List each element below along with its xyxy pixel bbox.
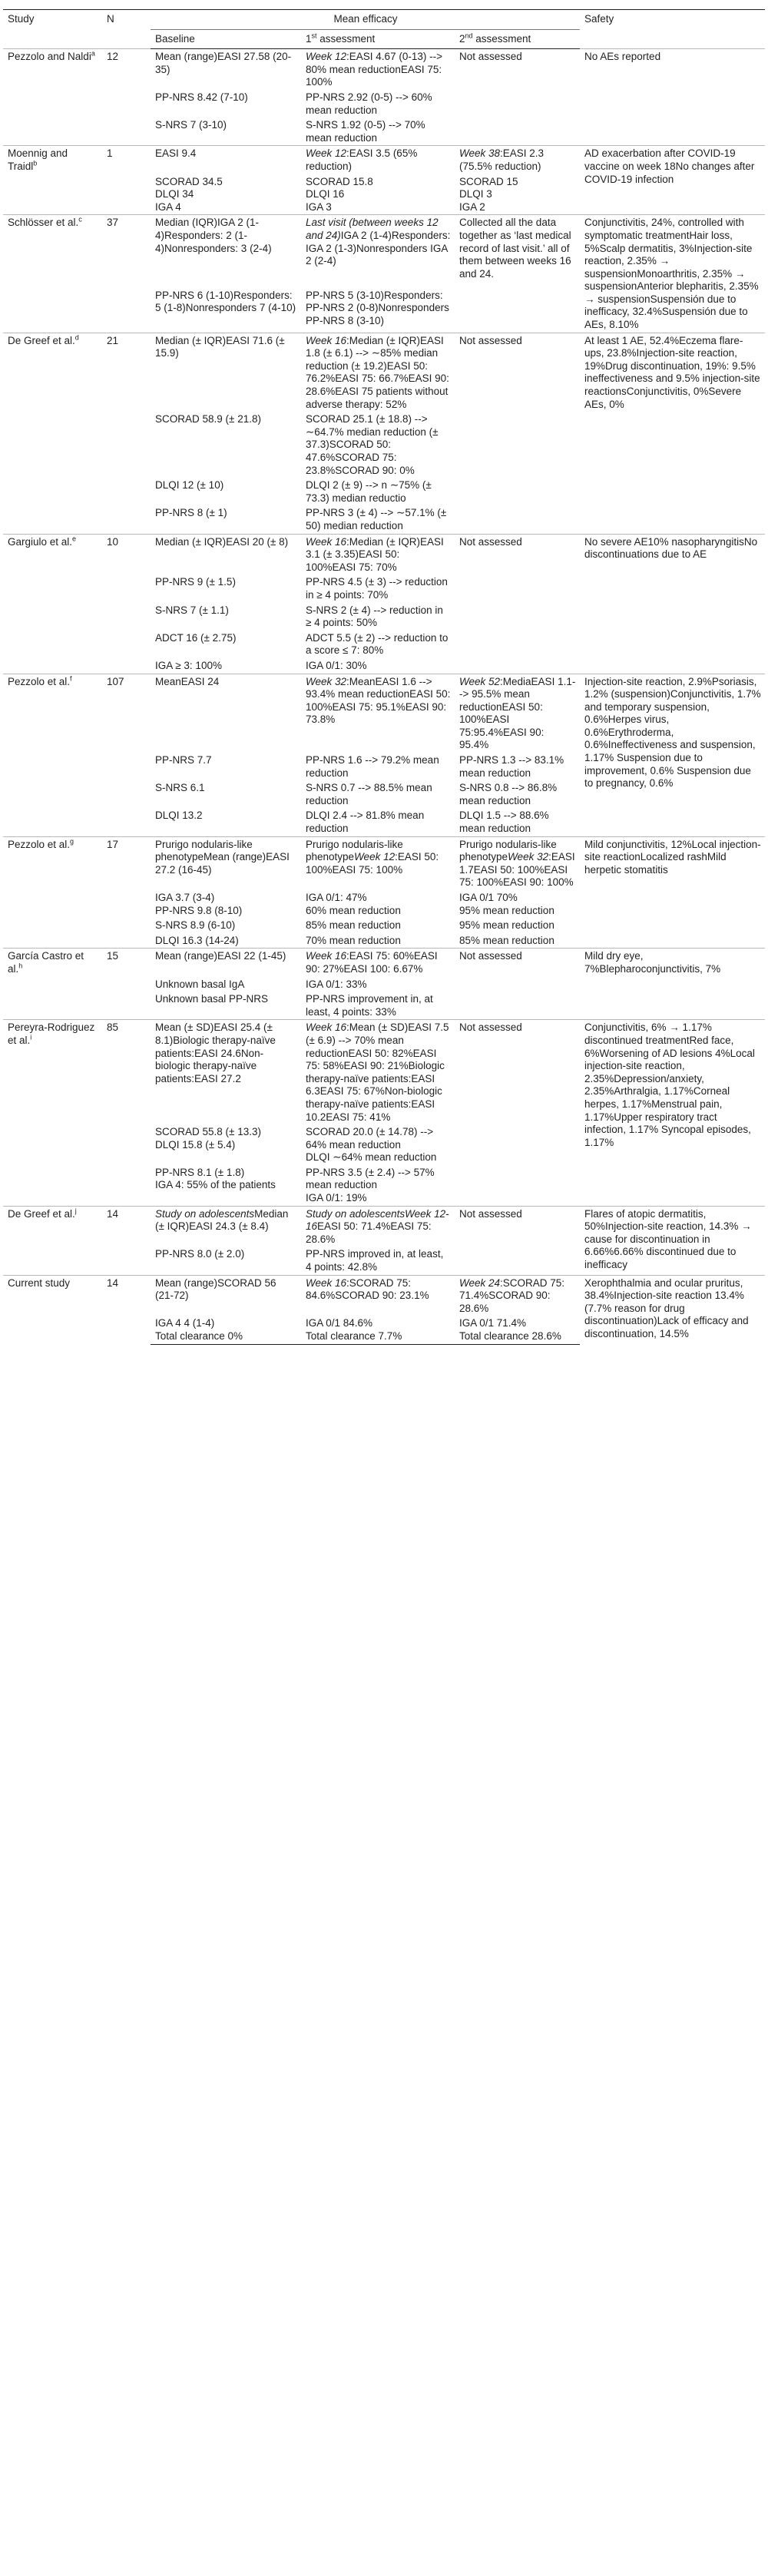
header-baseline: Baseline bbox=[151, 29, 301, 49]
table-row bbox=[3, 1020, 765, 1124]
baseline-cell: S-NRS 8.9 (6-10) bbox=[155, 919, 236, 932]
header-second-assessment: 2nd assessment bbox=[455, 29, 580, 49]
baseline-cell: DLQI 12 (± 10) bbox=[155, 479, 224, 492]
table-row bbox=[3, 949, 765, 977]
n-cell: 21 bbox=[102, 333, 151, 534]
baseline-cell: Mean (range)SCORAD 56 (21-72) bbox=[151, 1275, 301, 1316]
n-cell: 15 bbox=[102, 949, 151, 1020]
first-assessment-cell: PP-NRS 1.6 --> 79.2% mean reduction bbox=[306, 754, 439, 779]
table-row bbox=[3, 215, 765, 288]
baseline-cell: Unknown basal IgA bbox=[155, 978, 245, 990]
first-assessment-cell: PP-NRS 3.5 (± 2.4) --> 57% mean reduction IGA 0/1: 19% bbox=[301, 1165, 455, 1206]
baseline-cell: SCORAD 34.5 DLQI 34 IGA 4 bbox=[151, 174, 301, 215]
n-cell: 10 bbox=[102, 534, 151, 674]
n-cell: 17 bbox=[102, 836, 151, 949]
study-cell: García Castro et al.$^h$ bbox=[3, 949, 102, 1020]
second-assessment-cell: Collected all the data together as ‘last medical record of last visit.’ all of them between weeks 16 and 24. bbox=[455, 215, 580, 288]
safety-cell: Conjunctivitis, 24%, controlled with symptomatic treatmentHair loss, 5%Scalp dermatitis, 3%Injection-site reaction, 2.35% → suspensionMonoarthritis, 2.35% → suspensionAnterior blepharitis, 2.35% → suspensionSuspensión due to inefficacy, 32.4%Suspensión due to AEs, 8.10% bbox=[580, 215, 765, 333]
table-row bbox=[3, 333, 765, 412]
second-assessment-cell bbox=[455, 977, 580, 992]
second-assessment-cell: Not assessed bbox=[455, 534, 580, 574]
safety-cell: Xerophthalmia and ocular pruritus, 38.4%Injection-site reaction 13.4% (7.7% reason for drug discontinuation)Lack of efficacy and discontinuation, 14.5% bbox=[580, 1275, 765, 1344]
baseline-cell: PP-NRS 8.0 (± 2.0) bbox=[151, 1247, 301, 1275]
first-assessment-cell: DLQI 2 (± 9) --> n ∼75% (± 73.3) median reductio bbox=[306, 479, 432, 504]
header-n: N bbox=[102, 10, 151, 49]
table-body bbox=[3, 49, 765, 1344]
second-assessment-cell bbox=[455, 505, 580, 534]
first-assessment-cell: PP-NRS 5 (3-10)Responders: PP-NRS 2 (0-8)Nonresponders PP-NRS 8 (3-10) bbox=[301, 288, 455, 333]
safety-cell: Flares of atopic dermatitis, 50%Injection-site reaction, 14.3% → cause for discontinuation in 6.66%6.66% discontinued due to inefficacy bbox=[580, 1206, 765, 1275]
second-assessment-cell: Not assessed bbox=[455, 949, 580, 977]
second-assessment-cell bbox=[455, 90, 580, 118]
table-row bbox=[3, 674, 765, 753]
second-assessment-cell: 95% mean reduction bbox=[459, 919, 554, 932]
second-assessment-cell: Not assessed bbox=[455, 333, 580, 412]
header-safety: Safety bbox=[580, 10, 765, 49]
study-cell: Moennig and Traidl$^b$ bbox=[3, 146, 102, 215]
first-assessment-cell: ADCT 5.5 (± 2) --> reduction to a score ≤ 7: 80% bbox=[306, 631, 449, 657]
first-assessment-cell: S-NRS 2 (± 4) --> reduction in ≥ 4 points: 50% bbox=[306, 604, 443, 629]
table-row bbox=[3, 146, 765, 174]
first-assessment-cell: 70% mean reduction bbox=[301, 933, 455, 949]
table-row bbox=[3, 534, 765, 574]
baseline-cell: Prurigo nodularis-like phenotypeMean (range)EASI 27.2 (16-45) bbox=[151, 836, 301, 890]
table-row bbox=[3, 49, 765, 90]
baseline-cell: PP-NRS 9 (± 1.5) bbox=[155, 576, 236, 588]
baseline-cell: Study on adolescentsMedian (± IQR)EASI 24.3 (± 8.4) bbox=[151, 1206, 301, 1247]
first-assessment-cell: PP-NRS 3 (± 4) --> ∼57.1% (± 50) median reduction bbox=[301, 505, 455, 534]
first-assessment-cell: S-NRS 0.7 --> 88.5% mean reduction bbox=[306, 782, 432, 806]
safety-cell: Mild dry eye, 7%Blepharoconjunctivitis, 7% bbox=[580, 949, 765, 1020]
header-first-assessment: 1st assessment bbox=[301, 29, 455, 49]
n-cell: 37 bbox=[102, 215, 151, 333]
study-cell: Current study bbox=[3, 1275, 102, 1344]
second-assessment-cell: Prurigo nodularis-like phenotypeWeek 32:EASI 1.7EASI 50: 100%EASI 75: 100%EASI 90: 100% bbox=[455, 836, 580, 890]
baseline-cell: S-NRS 7 (3-10) bbox=[151, 118, 301, 146]
first-assessment-cell: Week 16:Mean (± SD)EASI 7.5 (± 6.9) --> 70% mean reductionEASI 50: 82%EASI 75: 58%EASI 90: 21%Biologic therapy-naïve patients:EASI 6.3EASI 75: 67%Non-biologic therapy-naïve patients:EASI 10.2EASI 75: 41% bbox=[301, 1020, 455, 1124]
baseline-cell: IGA 4 4 (1-4) Total clearance 0% bbox=[151, 1316, 301, 1344]
safety-cell: No severe AE10% nasopharyngitisNo discontinuations due to AE bbox=[580, 534, 765, 674]
second-assessment-cell bbox=[455, 631, 580, 658]
first-assessment-cell: Week 16:EASI 75: 60%EASI 90: 27%EASI 100: 6.67% bbox=[301, 949, 455, 977]
first-assessment-cell: Study on adolescentsWeek 12-16EASI 50: 71.4%EASI 75: 28.6% bbox=[301, 1206, 455, 1247]
first-assessment-cell: IGA 0/1 84.6% Total clearance 7.7% bbox=[301, 1316, 455, 1344]
baseline-cell: IGA ≥ 3: 100% bbox=[151, 658, 301, 674]
first-assessment-cell: IGA 0/1: 30% bbox=[301, 658, 455, 674]
safety-cell: Mild conjunctivitis, 12%Local injection-site reactionLocalized rashMild herpetic stomatitis bbox=[580, 836, 765, 949]
baseline-cell: PP-NRS 6 (1-10)Responders: 5 (1-8)Nonresponders 7 (4-10) bbox=[151, 288, 301, 333]
n-cell: 14 bbox=[102, 1275, 151, 1344]
second-assessment-cell: Week 24:SCORAD 75: 71.4%SCORAD 90: 28.6% bbox=[455, 1275, 580, 1316]
safety-cell: At least 1 AE, 52.4%Eczema flare-ups, 23.8%Injection-site reaction, 19%Drug discontinuation, 19%: 9.5% ineffectiveness and 9.5% injection-site reactionsConjunctivitis, 0%Severe AEs, 0% bbox=[580, 333, 765, 534]
header-mean-efficacy: Mean efficacy bbox=[151, 10, 580, 30]
second-assessment-cell: Week 38:EASI 2.3 (75.5% reduction) bbox=[455, 146, 580, 174]
baseline-cell: IGA 3.7 (3-4) PP-NRS 9.8 (8-10) bbox=[155, 892, 243, 916]
baseline-cell: PP-NRS 7.7 bbox=[155, 754, 212, 767]
second-assessment-cell bbox=[455, 288, 580, 333]
second-assessment-cell bbox=[455, 658, 580, 674]
first-assessment-cell: Week 12:EASI 4.67 (0-13) --> 80% mean reductionEASI 75: 100% bbox=[301, 49, 455, 90]
second-assessment-cell bbox=[455, 1124, 580, 1165]
baseline-cell: Unknown basal PP-NRS bbox=[151, 992, 301, 1020]
baseline-cell: Mean (range)EASI 22 (1-45) bbox=[151, 949, 301, 977]
baseline-cell: Median (± IQR)EASI 71.6 (± 15.9) bbox=[151, 333, 301, 412]
baseline-cell: S-NRS 6.1 bbox=[155, 782, 205, 794]
second-assessment-cell: PP-NRS 1.3 --> 83.1% mean reduction bbox=[459, 754, 564, 779]
second-assessment-cell: Not assessed bbox=[455, 49, 580, 90]
first-assessment-cell: Prurigo nodularis-like phenotypeWeek 12:EASI 50: 100%EASI 75: 100% bbox=[301, 836, 455, 890]
first-assessment-cell: SCORAD 25.1 (± 18.8) --> ∼64.7% median reduction (± 37.3)SCORAD 50: 47.6%SCORAD 75: 23.8%SCORAD 90: 0% bbox=[306, 413, 439, 476]
baseline-cell: Mean (± SD)EASI 25.4 (± 8.1)Biologic therapy-naïve patients:EASI 24.6Non-biologic therapy-naïve patients:EASI 27.2 bbox=[151, 1020, 301, 1124]
second-assessment-cell: IGA 0/1 71.4% Total clearance 28.6% bbox=[455, 1316, 580, 1344]
baseline-cell: PP-NRS 8 (± 1) bbox=[151, 505, 301, 534]
safety-cell: No AEs reported bbox=[580, 49, 765, 146]
first-assessment-cell: PP-NRS improved in, at least, 4 points: 42.8% bbox=[301, 1247, 455, 1275]
second-assessment-cell bbox=[455, 1165, 580, 1206]
second-assessment-cell: Not assessed bbox=[455, 1206, 580, 1247]
first-assessment-cell: IGA 0/1: 33% bbox=[306, 978, 367, 990]
second-assessment-cell bbox=[455, 118, 580, 146]
n-cell: 14 bbox=[102, 1206, 151, 1275]
first-assessment-cell: Week 16:Median (± IQR)EASI 3.1 (± 3.35)EASI 50: 100%EASI 75: 70% bbox=[301, 534, 455, 574]
first-assessment-cell: DLQI 2.4 --> 81.8% mean reduction bbox=[301, 808, 455, 836]
baseline-cell: PP-NRS 8.42 (7-10) bbox=[155, 91, 248, 103]
second-assessment-cell: IGA 0/1 70% 95% mean reduction bbox=[459, 892, 554, 916]
first-assessment-cell: Week 12:EASI 3.5 (65% reduction) bbox=[301, 146, 455, 174]
baseline-cell: MeanEASI 24 bbox=[151, 674, 301, 753]
table-row bbox=[3, 1206, 765, 1247]
safety-cell: Conjunctivitis, 6% → 1.17% discontinued treatmentRed face, 6%Worsening of AD lesions 4%Local injection-site reaction, 2.35%Depression/anxiety, 2.35%Arthralgia, 1.17%Corneal herpes, 1.17%Menstrual pain, 1.17%Upper respiratory tract infection, 1.17% Syncopal episodes, 1.17% bbox=[580, 1020, 765, 1206]
efficacy-safety-table bbox=[3, 9, 765, 1345]
baseline-cell: ADCT 16 (± 2.75) bbox=[155, 631, 237, 644]
n-cell: 107 bbox=[102, 674, 151, 836]
n-cell: 85 bbox=[102, 1020, 151, 1206]
n-cell: 12 bbox=[102, 49, 151, 146]
study-cell: Pezzolo et al.$^f$ bbox=[3, 674, 102, 836]
baseline-cell: DLQI 13.2 bbox=[151, 808, 301, 836]
first-assessment-cell: IGA 0/1: 47% 60% mean reduction bbox=[306, 892, 401, 916]
second-assessment-cell bbox=[455, 412, 580, 478]
second-assessment-cell bbox=[455, 992, 580, 1020]
second-assessment-cell: SCORAD 15 DLQI 3 IGA 2 bbox=[455, 174, 580, 215]
second-assessment-cell bbox=[455, 478, 580, 505]
first-assessment-cell: Week 32:MeanEASI 1.6 --> 93.4% mean reductionEASI 50: 100%EASI 75: 95.1%EASI 90: 73.8% bbox=[301, 674, 455, 753]
first-assessment-cell: 85% mean reduction bbox=[306, 919, 401, 932]
second-assessment-cell: DLQI 1.5 --> 88.6% mean reduction bbox=[455, 808, 580, 836]
safety-cell: AD exacerbation after COVID-19 vaccine on week 18No changes after COVID-19 infection bbox=[580, 146, 765, 215]
header-study: Study bbox=[3, 10, 102, 49]
table-row bbox=[3, 1275, 765, 1316]
study-cell: Gargiulo et al.$^e$ bbox=[3, 534, 102, 674]
baseline-cell: EASI 9.4 bbox=[151, 146, 301, 174]
first-assessment-cell: PP-NRS 2.92 (0-5) --> 60% mean reduction bbox=[306, 91, 432, 116]
first-assessment-cell: S-NRS 1.92 (0-5) --> 70% mean reduction bbox=[301, 118, 455, 146]
first-assessment-cell: PP-NRS improvement in, at least, 4 points: 33% bbox=[301, 992, 455, 1020]
first-assessment-cell: SCORAD 15.8 DLQI 16 IGA 3 bbox=[301, 174, 455, 215]
baseline-cell: SCORAD 58.9 (± 21.8) bbox=[155, 413, 261, 425]
study-cell: Pezzolo and Naldi$^a$ bbox=[3, 49, 102, 146]
baseline-cell: Mean (range)EASI 27.58 (20-35) bbox=[151, 49, 301, 90]
baseline-cell: Median (± IQR)EASI 20 (± 8) bbox=[151, 534, 301, 574]
baseline-cell: DLQI 16.3 (14-24) bbox=[151, 933, 301, 949]
first-assessment-cell: SCORAD 20.0 (± 14.78) --> 64% mean reduction DLQI ∼64% mean reduction bbox=[306, 1126, 437, 1164]
second-assessment-cell bbox=[455, 1247, 580, 1275]
n-cell: 1 bbox=[102, 146, 151, 215]
second-assessment-cell: S-NRS 0.8 --> 86.8% mean reduction bbox=[459, 782, 558, 806]
study-cell: De Greef et al.$^d$ bbox=[3, 333, 102, 534]
safety-cell: Injection-site reaction, 2.9%Psoriasis, 1.2% (suspension)Conjunctivitis, 1.7% and temporary suspension, 0.6%Herpes virus, 0.6%Erythroderma, 0.6%Ineffectiveness and suspension, 1.17% Suspension due to improvement, 0.6% Suspension due to pregnancy, 0.6% bbox=[580, 674, 765, 836]
second-assessment-cell bbox=[455, 574, 580, 602]
baseline-cell: S-NRS 7 (± 1.1) bbox=[155, 604, 229, 616]
second-assessment-cell: Not assessed bbox=[455, 1020, 580, 1124]
study-cell: De Greef et al.$^j$ bbox=[3, 1206, 102, 1275]
first-assessment-cell: Last visit (between weeks 12 and 24)IGA 2 (1-4)Responders: IGA 2 (1-3)Nonresponders IGA 2 (2-4) bbox=[301, 215, 455, 288]
study-cell: Schlösser et al.$^c$ bbox=[3, 215, 102, 333]
study-cell: Pereyra-Rodriguez et al.$^i$ bbox=[3, 1020, 102, 1206]
baseline-cell: Median (IQR)IGA 2 (1-4)Responders: 2 (1-4)Nonresponders: 3 (2-4) bbox=[151, 215, 301, 288]
first-assessment-cell: Week 16:SCORAD 75: 84.6%SCORAD 90: 23.1% bbox=[301, 1275, 455, 1316]
second-assessment-cell: 85% mean reduction bbox=[455, 933, 580, 949]
second-assessment-cell bbox=[455, 603, 580, 631]
study-cell: Pezzolo et al.$^g$ bbox=[3, 836, 102, 949]
baseline-cell: PP-NRS 8.1 (± 1.8) IGA 4: 55% of the patients bbox=[151, 1165, 301, 1206]
table-row bbox=[3, 836, 765, 890]
baseline-cell: SCORAD 55.8 (± 13.3) DLQI 15.8 (± 5.4) bbox=[155, 1126, 261, 1151]
first-assessment-cell: Week 16:Median (± IQR)EASI 1.8 (± 6.1) --> ∼85% median reduction (± 19.2)EASI 50: 76.2%EASI 75: 66.7%EASI 90: 28.6%EASI 75 patients without adverse therapy: 52% bbox=[301, 333, 455, 412]
second-assessment-cell: Week 52:MediaEASI 1.1--> 95.5% mean reductionEASI 50: 100%EASI 75:95.4%EASI 90: 95.4% bbox=[455, 674, 580, 753]
first-assessment-cell: PP-NRS 4.5 (± 3) --> reduction in ≥ 4 points: 70% bbox=[306, 576, 448, 601]
